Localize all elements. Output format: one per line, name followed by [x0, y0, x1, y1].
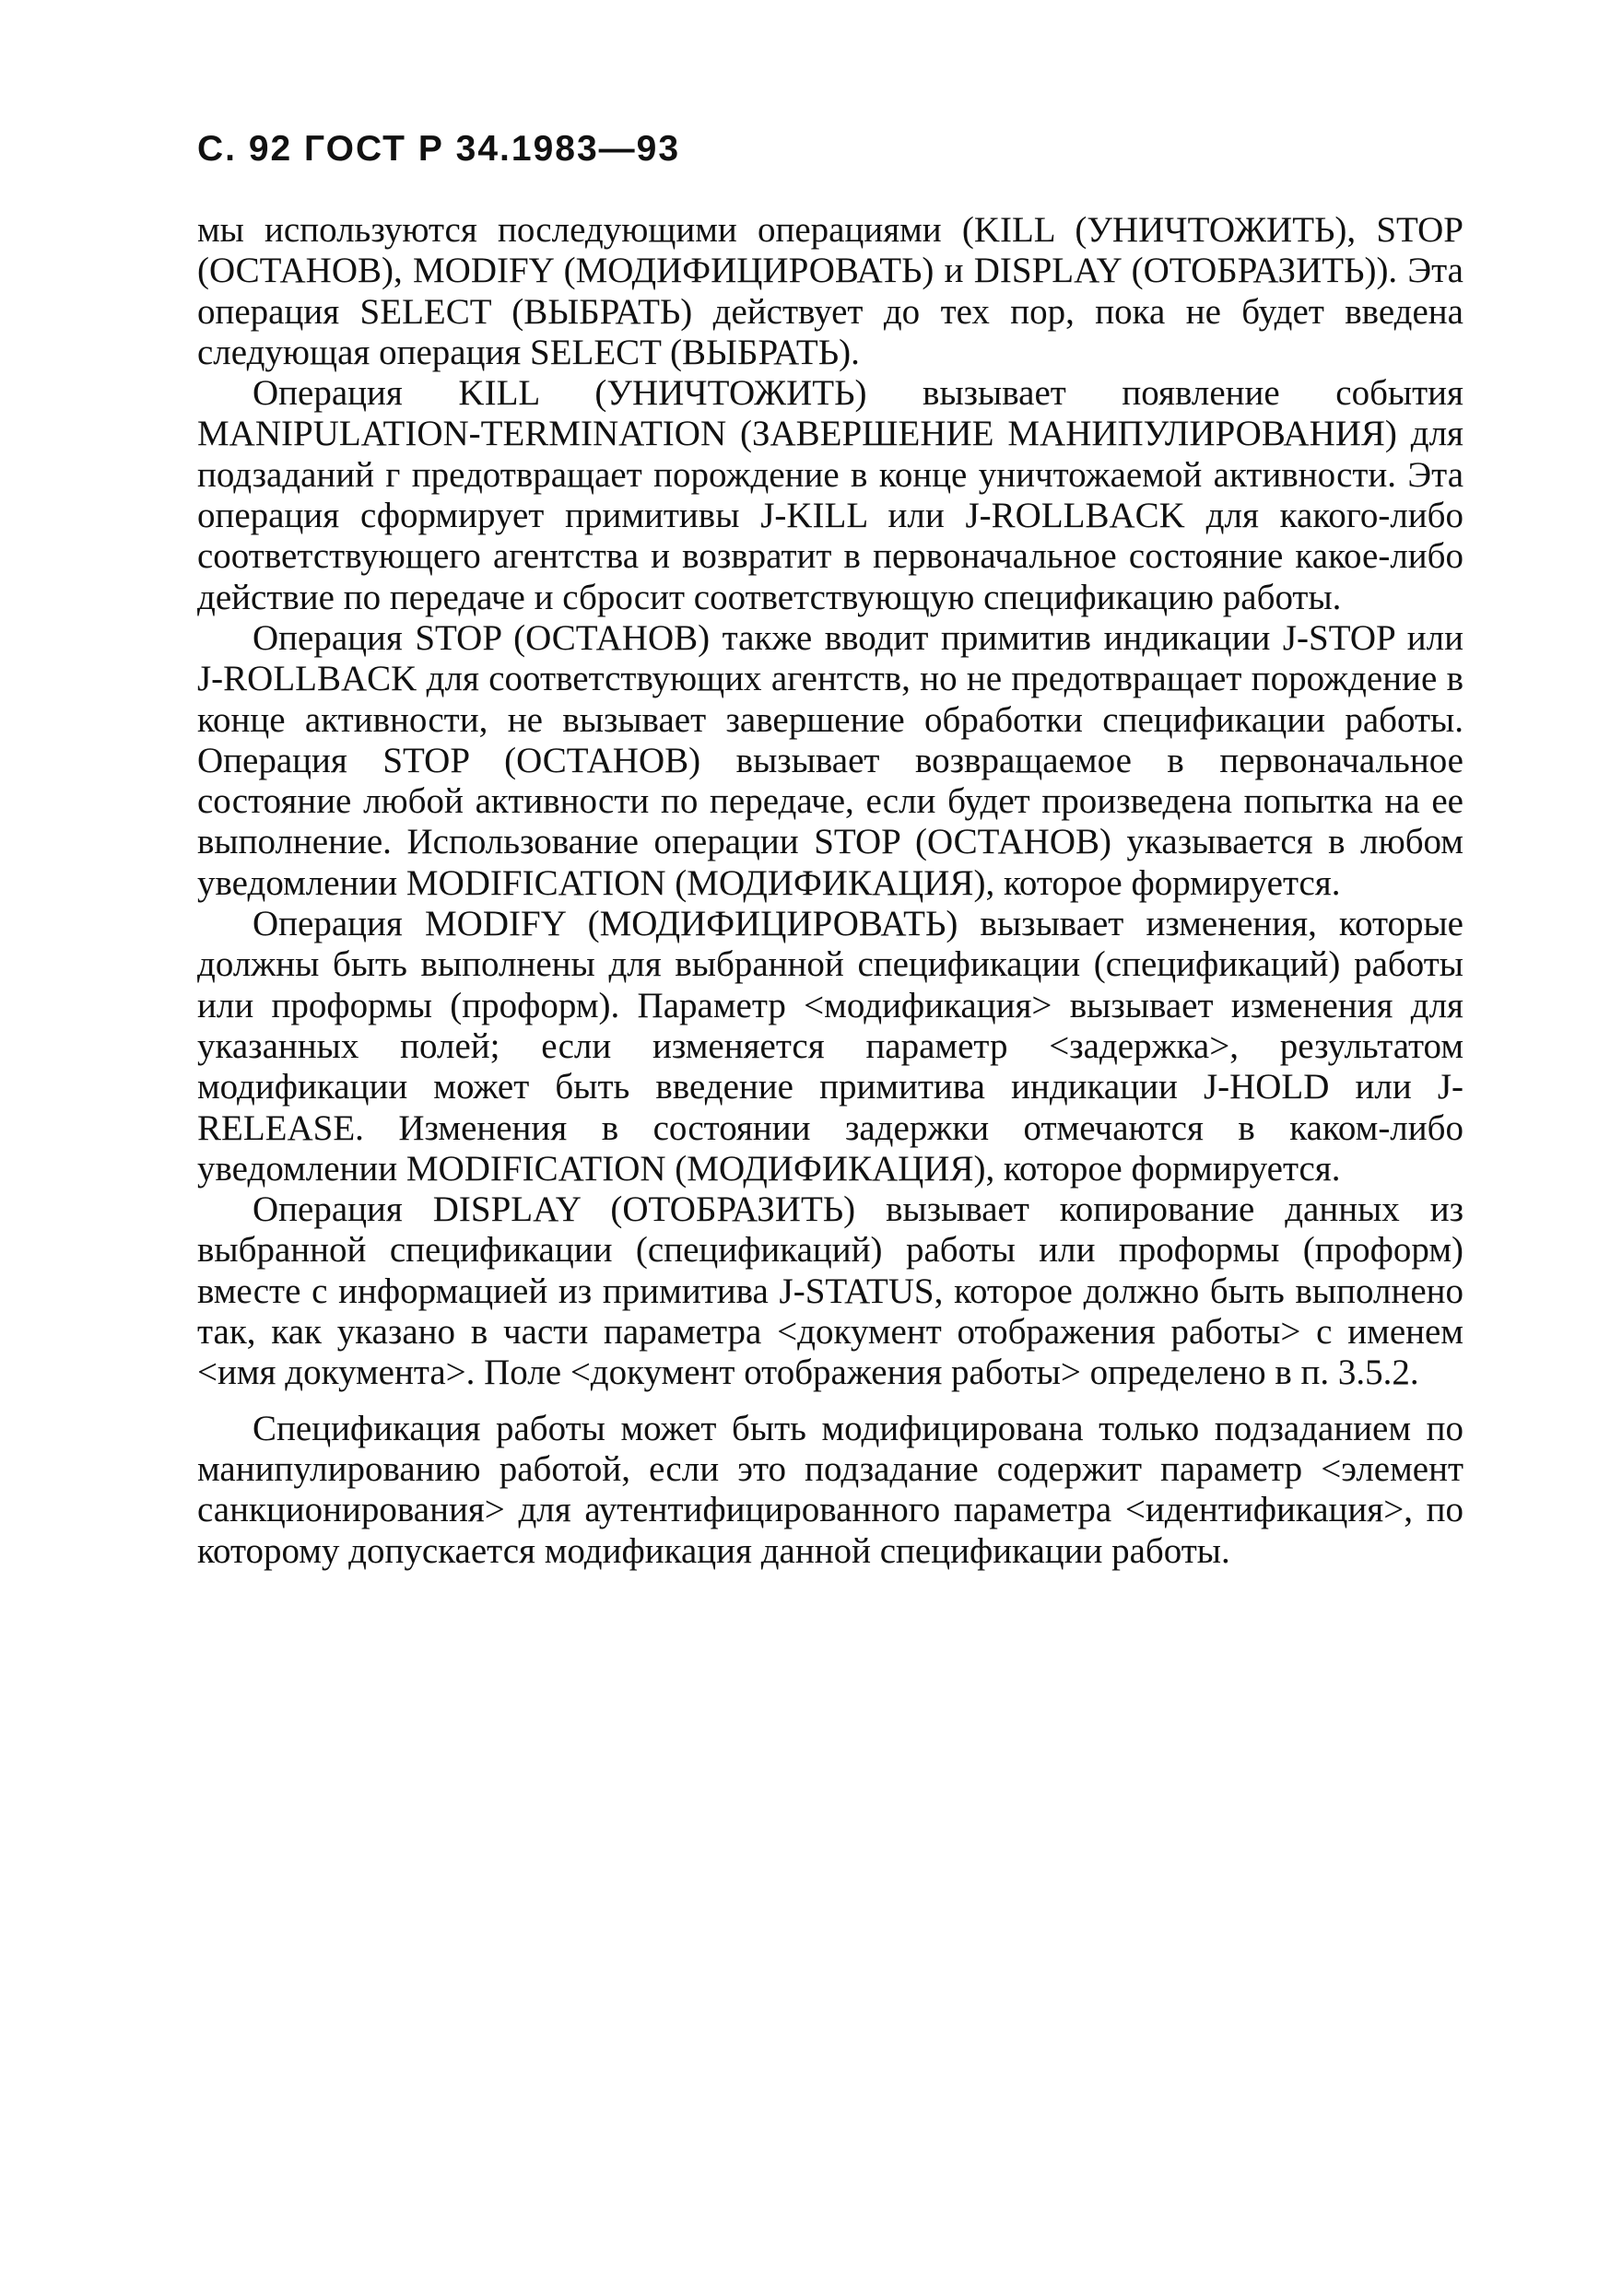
paragraph-select-continuation: мы используются последующими операциями (KILL (УНИЧТОЖИТЬ), STOP (ОСТАНОВ), MODIFY (МОДИФИЦИРОВАТЬ) и DISPLAY (ОТОБРАЗИТЬ)). Эта операция SELECT (ВЫБРАТЬ) действует до тех пор, пока не будет введена следующая операция SELECT (ВЫБРАТЬ). [197, 210, 1463, 372]
paragraph-kill-operation: Операция KILL (УНИЧТОЖИТЬ) вызывает появление события MANIPULATION-TERMINATION (ЗАВЕРШЕНИЕ МАНИПУЛИРОВАНИЯ) для подзаданий г предотвращает порождение в конце уничтожаемой активности. Эта операция сформирует примитивы J-KILL или J-ROLLBACK для какого-либо соответствующего агентства и возвратит в первоначальное состояние какое-либо действие по передаче и сбросит соответствующую спецификацию работы. [197, 373, 1463, 617]
paragraph-modify-operation: Операция MODIFY (МОДИФИЦИРОВАТЬ) вызывает изменения, которые должны быть выполнены для выбранной спецификации (спецификаций) работы или проформы (проформ). Параметр <модификация> вызывает изменения для указанных полей; если изменяется параметр <задержка>, результатом модификации может быть введение примитива индикации J-HOLD или J-RELEASE. Изменения в состоянии задержки отмечаются в каком-либо уведомлении MODIFICATION (МОДИФИКАЦИЯ), которое формируется. [197, 904, 1463, 1189]
page-header: С. 92 ГОСТ Р 34.1983—93 [197, 129, 681, 169]
paragraph-display-operation: Операция DISPLAY (ОТОБРАЗИТЬ) вызывает копирование данных из выбранной спецификации (спецификаций) работы или проформы (проформ) вместе с информацией из примитива J-STATUS, которое должно быть выполнено так, как указано в части параметра <документ отображения работы> с именем <имя документа>. Поле <документ отображения работы> определено в п. 3.5.2. [197, 1189, 1463, 1393]
body-text [197, 210, 1463, 1572]
paragraph-stop-operation: Операция STOP (ОСТАНОВ) также вводит примитив индикации J-STOP или J-ROLLBACK для соответствующих агентств, но не предотвращает порождение в конце активности, не вызывает завершение обработки спецификации работы. Операция STOP (ОСТАНОВ) вызывает возвращаемое в первоначальное состояние любой активности по передаче, если будет произведена попытка на ее выполнение. Использование операции STOP (ОСТАНОВ) указывается в любом уведомлении MODIFICATION (МОДИФИКАЦИЯ), которое формируется. [197, 617, 1463, 903]
paragraph-job-specification-modification: Спецификация работы может быть модифицирована только подзаданием по манипулированию работой, если это подзадание содержит параметр <элемент санкционирования> для аутентифицированного параметра <идентификация>, по которому допускается модификация данной спецификации работы. [197, 1408, 1463, 1571]
